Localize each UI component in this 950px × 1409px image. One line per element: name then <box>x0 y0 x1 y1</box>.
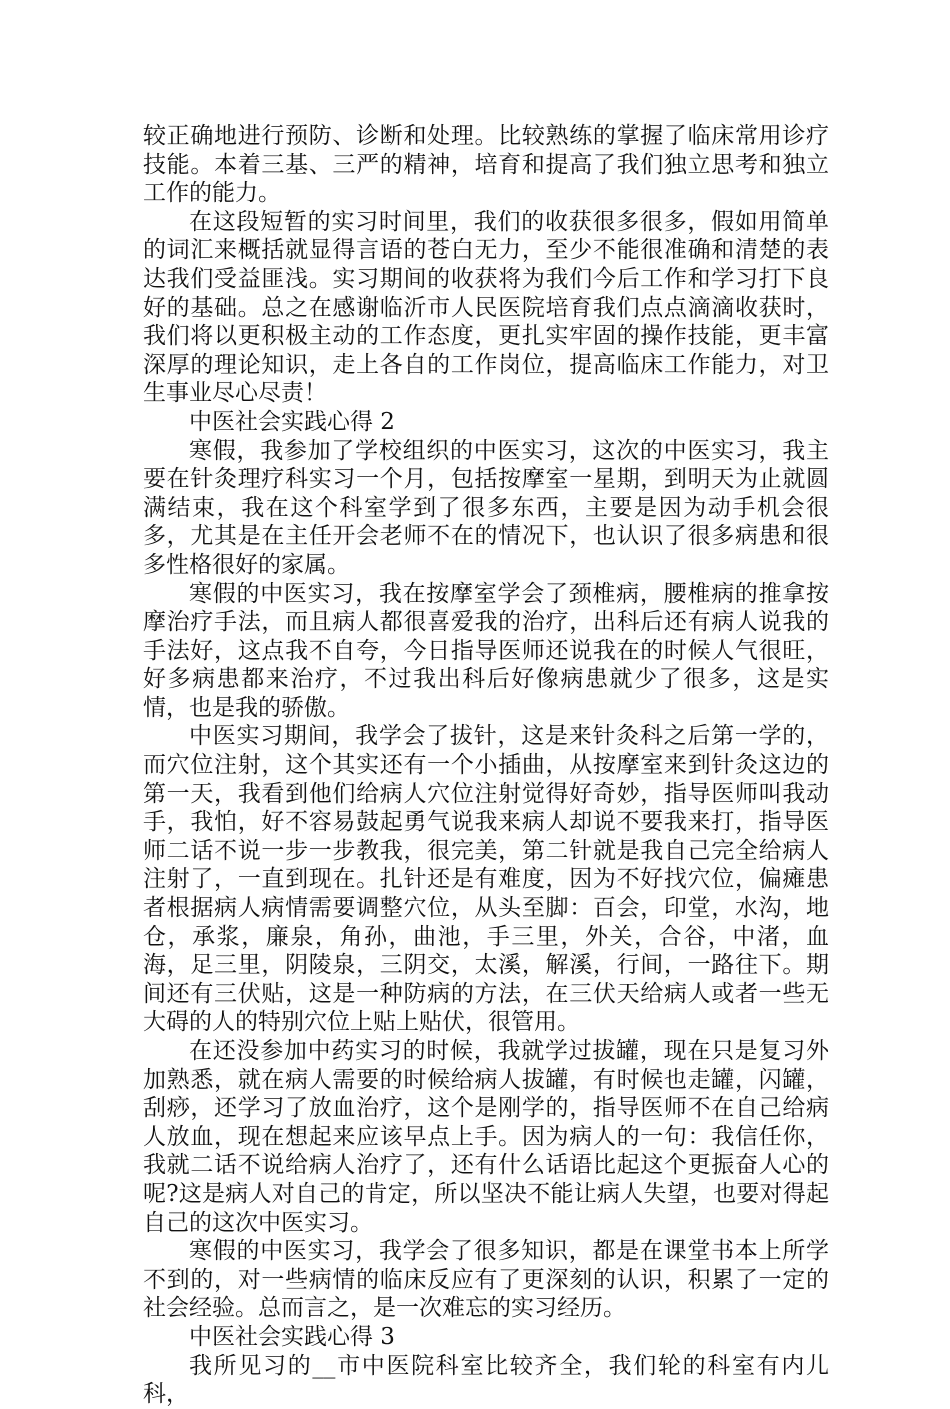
paragraph-3: 寒假，我参加了学校组织的中医实习，这次的中医实习，我主要在针灸理疗科实习一个月，包括按摩室一星期，到明天为止就圆满结束，我在这个科室学到了很多东西，主要是因为动手机会很多，尤其是在主任开会老师不在的情况下，也认识了很多病患和很多性格很好的家属。 <box>143 437 829 578</box>
paragraph-7: 寒假的中医实习，我学会了很多知识，都是在课堂书本上所学不到的，对一些病情的临床反应有了更深刻的认识，积累了一定的社会经验。总而言之，是一次难忘的实习经历。 <box>143 1238 829 1322</box>
section-heading-3: 中医社会实践心得 3 <box>189 1323 395 1350</box>
paragraph-8: 我所见习的__市中医院科室比较齐全，我们轮的科室有内儿科， <box>143 1352 829 1408</box>
paragraph-5: 中医实习期间，我学会了拔针，这是来针灸科之后第一学的，而穴位注射，这个其实还有一个小插曲，从按摩室来到针灸这边的第一天，我看到他们给病人穴位注射觉得好奇妙，指导医师叫我动手，我怕，好不容易鼓起勇气说我来病人却说不要我来打，指导医师二话不说一步一步教我，很完美，第二针就是我自己完全给病人注射了，一直到现在。扎针还是有难度，因为不好找穴位，偏瘫患者根据病人病情需要调整穴位，从头至脚：百会，印堂，水沟，地仓，承浆，廉泉，角孙，曲池，手三里，外关，合谷，中渚，血海，足三里，阴陵泉，三阴交，太溪，解溪，行间，一路往下。期间还有三伏贴，这是一种防病的方法，在三伏天给病人或者一些无大碍的人的特别穴位上贴上贴伏，很管用。 <box>143 723 829 1036</box>
paragraph-1: 较正确地进行预防、诊断和处理。比较熟练的掌握了临床常用诊疗技能。本着三基、三严的精神，培育和提高了我们独立思考和独立工作的能力。 <box>143 123 829 207</box>
paragraph-2: 在这段短暂的实习时间里，我们的收获很多很多，假如用简单的词汇来概括就显得言语的苍白无力，至少不能很准确和清楚的表达我们受益匪浅。实习期间的收获将为我们今后工作和学习打下良好的基础。总之在感谢临沂市人民医院培育我们点点滴滴收获时，我们将以更积极主动的工作态度，更扎实牢固的操作技能，更丰富深厚的理论知识，走上各自的工作岗位，提高临床工作能力，对卫生事业尽心尽责！ <box>143 208 829 407</box>
document-page <box>143 122 829 1409</box>
paragraph-6: 在还没参加中药实习的时候，我就学过拔罐，现在只是复习外加熟悉，就在病人需要的时候给病人拔罐，有时候也走罐，闪罐，刮痧，还学习了放血治疗，这个是刚学的，指导医师不在自己给病人放血，现在想起来应该早点上手。因为病人的一句：我信任你，我就二话不说给病人治疗了，还有什么话语比起这个更振奋人心的呢?这是病人对自己的肯定，所以坚决不能让病人失望，也要对得起自己的这次中医实习。 <box>143 1038 829 1236</box>
section-heading-2: 中医社会实践心得 2 <box>189 408 395 435</box>
paragraph-4: 寒假的中医实习，我在按摩室学会了颈椎病，腰椎病的推拿按摩治疗手法，而且病人都很喜爱我的治疗，出科后还有病人说我的手法好，这点我不自夸，今日指导医师还说我在的时候人气很旺，好多病患都来治疗，不过我出科后好像病患就少了很多，这是实情，也是我的骄傲。 <box>143 580 829 721</box>
